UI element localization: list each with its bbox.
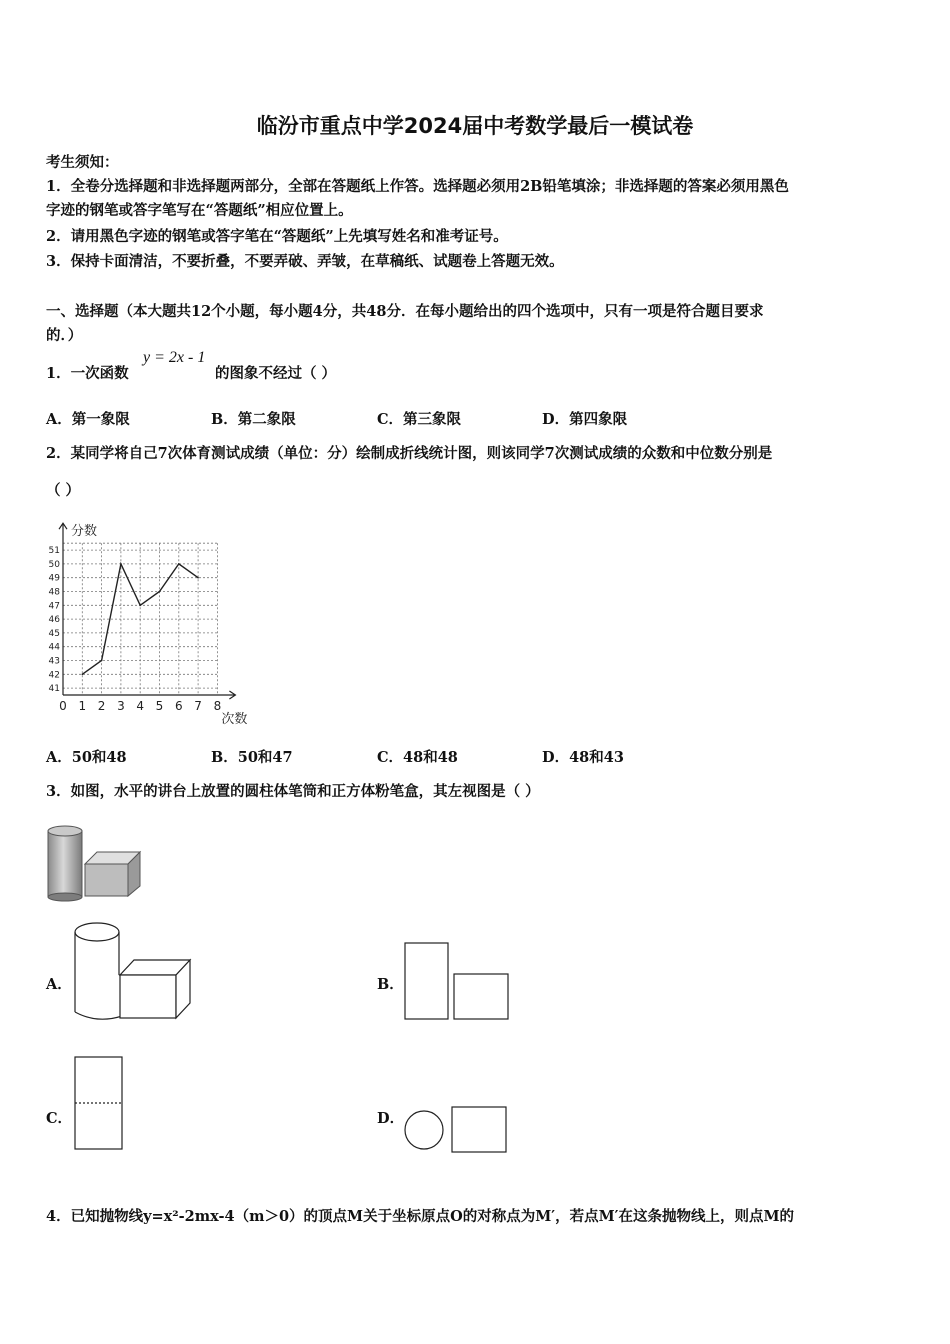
q3-figure-cylinder-and-cube bbox=[44, 824, 144, 902]
y-tick-label: 46 bbox=[48, 615, 60, 626]
x-tick-label: 4 bbox=[136, 699, 145, 713]
q3-option-c-figure bbox=[72, 1054, 126, 1152]
notice-item-1-line2: 字迹的钢笔或答字笔写在“答题纸”相应位置上。 bbox=[46, 202, 353, 219]
x-tick-label: 2 bbox=[97, 699, 106, 713]
data-point bbox=[120, 563, 122, 565]
y-tick-label: 42 bbox=[48, 670, 60, 681]
q2-stem-line1: 2．某同学将自己7次体育测试成绩（单位：分）绘制成折线统计图，则该同学7次测试成绩的众数和中位数分别是 bbox=[46, 445, 773, 462]
data-point bbox=[159, 591, 161, 593]
x-tick-label: 0 bbox=[59, 699, 67, 713]
x-tick-label: 8 bbox=[213, 699, 222, 713]
q3-option-c-label: C． bbox=[46, 1110, 73, 1127]
y-tick-label: 41 bbox=[48, 684, 60, 695]
y-tick-label: 43 bbox=[48, 656, 60, 667]
q1-option-a: A．第一象限 bbox=[46, 411, 130, 428]
section-heading-line1: 一、选择题（本大题共12个小题，每小题4分，共48分．在每小题给出的四个选项中，只有一项是符合题目要求 bbox=[46, 303, 764, 320]
data-point bbox=[197, 577, 199, 579]
y-tick-label: 48 bbox=[48, 587, 60, 598]
q1-formula: y = 2x - 1 bbox=[143, 349, 206, 366]
q3-option-d-label: D． bbox=[377, 1110, 405, 1127]
q1-option-b: B．第二象限 bbox=[211, 411, 296, 428]
data-point bbox=[101, 660, 103, 662]
q1-option-c: C．第三象限 bbox=[377, 411, 462, 428]
x-tick-label: 3 bbox=[117, 699, 125, 713]
x-axis-label: 次数 bbox=[221, 712, 248, 727]
q3-option-b-figure bbox=[402, 940, 514, 1022]
data-point bbox=[139, 605, 141, 607]
notice-heading: 考生须知： bbox=[46, 154, 119, 171]
notice-item-1-line1: 1．全卷分选择题和非选择题两部分，全部在答题纸上作答。选择题必须用2B铅笔填涂；非选择题的答案必须用黑色 bbox=[46, 178, 789, 195]
y-tick-label: 49 bbox=[48, 573, 60, 584]
section-heading-line2: 的．） bbox=[46, 327, 83, 344]
y-tick-label: 45 bbox=[48, 628, 60, 639]
y-tick-label: 44 bbox=[48, 642, 60, 653]
x-tick-label: 6 bbox=[174, 699, 183, 713]
notice-item-2: 2．请用黑色字迹的钢笔或答字笔在“答题纸”上先填写姓名和准考证号。 bbox=[46, 228, 508, 245]
notice-item-3: 3．保持卡面清洁，不要折叠，不要弄破、弄皱，在草稿纸、试题卷上答题无效。 bbox=[46, 253, 564, 270]
score-line-chart bbox=[38, 515, 273, 730]
y-tick-label: 47 bbox=[48, 601, 60, 612]
y-tick-label: 51 bbox=[48, 546, 60, 557]
exam-title: 临汾市重点中学2024届中考数学最后一模试卷 bbox=[256, 114, 694, 138]
q2-option-c: C．48和48 bbox=[377, 749, 458, 766]
q2-option-b: B．50和47 bbox=[211, 749, 293, 766]
x-tick-label: 7 bbox=[194, 699, 202, 713]
q2-stem-line2: （ ） bbox=[46, 482, 81, 499]
data-point bbox=[82, 674, 84, 676]
q1-suffix: 的图象不经过（ ） bbox=[215, 365, 337, 382]
q3-stem: 3．如图，水平的讲台上放置的圆柱体笔筒和正方体粉笔盒，其左视图是（ ） bbox=[46, 783, 540, 800]
x-tick-label: 1 bbox=[78, 699, 87, 713]
y-axis-label: 分数 bbox=[71, 524, 98, 540]
q4-stem: 4．已知抛物线y=x²-2mx-4（m＞0）的顶点M关于坐标原点O的对称点为M′，若点M′在这条抛物线上，则点M的 bbox=[46, 1208, 795, 1225]
q1-prefix: 1．一次函数 bbox=[46, 365, 129, 382]
data-point bbox=[178, 563, 180, 565]
q3-option-a-label: A． bbox=[46, 976, 72, 993]
q2-option-d: D．48和43 bbox=[542, 749, 624, 766]
q2-option-a: A．50和48 bbox=[46, 749, 127, 766]
q3-option-d-figure bbox=[402, 1104, 510, 1154]
y-tick-label: 50 bbox=[48, 559, 60, 570]
x-tick-label: 5 bbox=[155, 699, 164, 713]
q3-option-b-label: B． bbox=[377, 976, 404, 993]
q1-option-d: D．第四象限 bbox=[542, 411, 628, 428]
q3-option-a-figure bbox=[72, 920, 194, 1022]
